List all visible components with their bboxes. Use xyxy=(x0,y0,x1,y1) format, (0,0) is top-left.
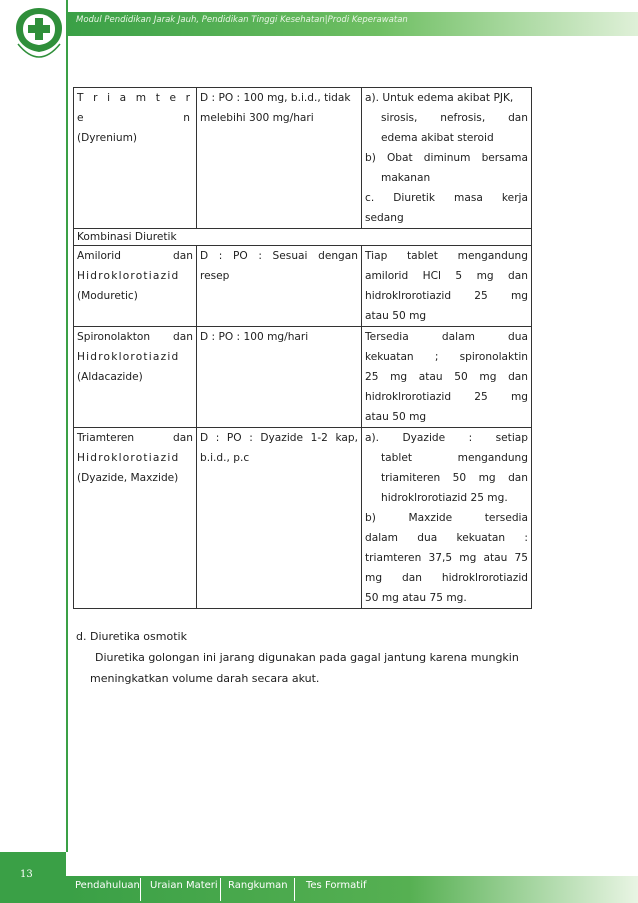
drug-name-cell xyxy=(74,327,197,428)
drug-name: T r i a m t e r e n xyxy=(77,92,193,124)
running-head: Modul Pendidikan Jarak Jauh, Pendidikan Tinggi Kesehatan|Prodi Keperawatan xyxy=(76,15,408,25)
note-line: dalam dua kekuatan : xyxy=(365,532,528,544)
table-row xyxy=(74,88,532,229)
drug-name: Hidroklorotiazid xyxy=(77,452,180,464)
page-number: 13 xyxy=(20,869,33,880)
dose-cell xyxy=(197,327,362,428)
notes-cell xyxy=(362,246,532,327)
note-line: amilorid HCl 5 mg dan xyxy=(365,270,528,282)
table-row xyxy=(74,246,532,327)
drug-brand: (Dyrenium) xyxy=(77,132,138,144)
note-line: 50 mg atau 75 mg. xyxy=(365,592,467,604)
section-heading: d. Diuretika osmotik xyxy=(76,630,187,643)
note-line: makanan xyxy=(381,172,431,184)
nav-rangkuman[interactable]: Rangkuman xyxy=(228,880,288,891)
drug-brand: (Aldacazide) xyxy=(77,371,143,383)
drug-brand: (Dyazide, Maxzide) xyxy=(77,472,179,484)
table-row xyxy=(74,428,532,609)
note-line: atau 50 mg xyxy=(365,310,427,322)
bakti-husada-logo xyxy=(12,4,66,76)
dose-cell xyxy=(197,88,362,229)
notes-cell xyxy=(362,88,532,229)
note-line: b) Obat diminum bersama xyxy=(365,152,528,164)
section-title: Kombinasi Diuretik xyxy=(74,229,532,246)
header-rule-vertical xyxy=(66,0,68,852)
dose-cell xyxy=(197,428,362,609)
dose-text: D : PO : 100 mg, b.i.d., tidak xyxy=(200,92,351,104)
drug-name: Hidroklorotiazid xyxy=(77,270,180,282)
note-line: b) Maxzide tersedia xyxy=(365,512,528,524)
drug-name-cell xyxy=(74,88,197,229)
note-line: a). Untuk edema akibat PJK, xyxy=(365,92,514,104)
nav-divider xyxy=(140,878,141,901)
drug-name: Amilorid dan xyxy=(77,250,193,262)
drug-name-cell xyxy=(74,428,197,609)
diuretic-table xyxy=(73,87,532,609)
note-line: 25 mg atau 50 mg dan xyxy=(365,371,528,383)
dose-text: resep xyxy=(200,270,230,282)
note-line: sedang xyxy=(365,212,404,224)
nav-pendahuluan[interactable]: Pendahuluan xyxy=(75,880,140,891)
drug-name: Spironolakton dan xyxy=(77,331,193,343)
table-row xyxy=(74,327,532,428)
dose-text: D : PO : 100 mg/hari xyxy=(200,331,309,343)
note-line: hidroklrorotiazid 25 mg xyxy=(365,290,528,302)
note-line: tablet mengandung xyxy=(381,452,528,464)
note-line: edema akibat steroid xyxy=(381,132,494,144)
note-line: triamteren 37,5 mg atau 75 xyxy=(365,552,528,564)
note-line: hidroklrorotiazid 25 mg. xyxy=(381,492,508,504)
table-section-row xyxy=(74,229,532,246)
notes-cell xyxy=(362,327,532,428)
nav-uraian-materi[interactable]: Uraian Materi xyxy=(150,880,218,891)
body-paragraph-line: Diuretika golongan ini jarang digunakan pada gagal jantung karena mungkin xyxy=(95,651,519,664)
note-line: hidroklrorotiazid 25 mg xyxy=(365,391,528,403)
notes-cell xyxy=(362,428,532,609)
dose-text: D : PO : Sesuai dengan xyxy=(200,250,358,262)
dose-text: melebihi 300 mg/hari xyxy=(200,112,314,124)
nav-divider xyxy=(294,878,295,901)
nav-tes-formatif[interactable]: Tes Formatif xyxy=(306,880,367,891)
drug-name: Triamteren dan xyxy=(77,432,193,444)
note-line: mg dan hidroklrorotiazid xyxy=(365,572,528,584)
note-line: sirosis, nefrosis, dan xyxy=(381,112,528,124)
dose-text: D : PO : Dyazide 1-2 kap, xyxy=(200,432,358,444)
note-line: Tersedia dalam dua xyxy=(365,331,528,343)
note-line: a). Dyazide : setiap xyxy=(365,432,528,444)
page-number-box xyxy=(0,852,66,903)
drug-name-cell xyxy=(74,246,197,327)
dose-text: b.i.d., p.c xyxy=(200,452,250,464)
note-line: atau 50 mg xyxy=(365,411,427,423)
nav-divider xyxy=(220,878,221,901)
note-line: c. Diuretik masa kerja xyxy=(365,192,528,204)
drug-name: Hidroklorotiazid xyxy=(77,351,180,363)
drug-brand: (Moduretic) xyxy=(77,290,138,302)
body-paragraph-line: meningkatkan volume darah secara akut. xyxy=(90,672,320,685)
note-line: kekuatan ; spironolaktin xyxy=(365,351,528,363)
note-line: triamiteren 50 mg dan xyxy=(381,472,528,484)
note-line: Tiap tablet mengandung xyxy=(365,250,528,262)
dose-cell xyxy=(197,246,362,327)
